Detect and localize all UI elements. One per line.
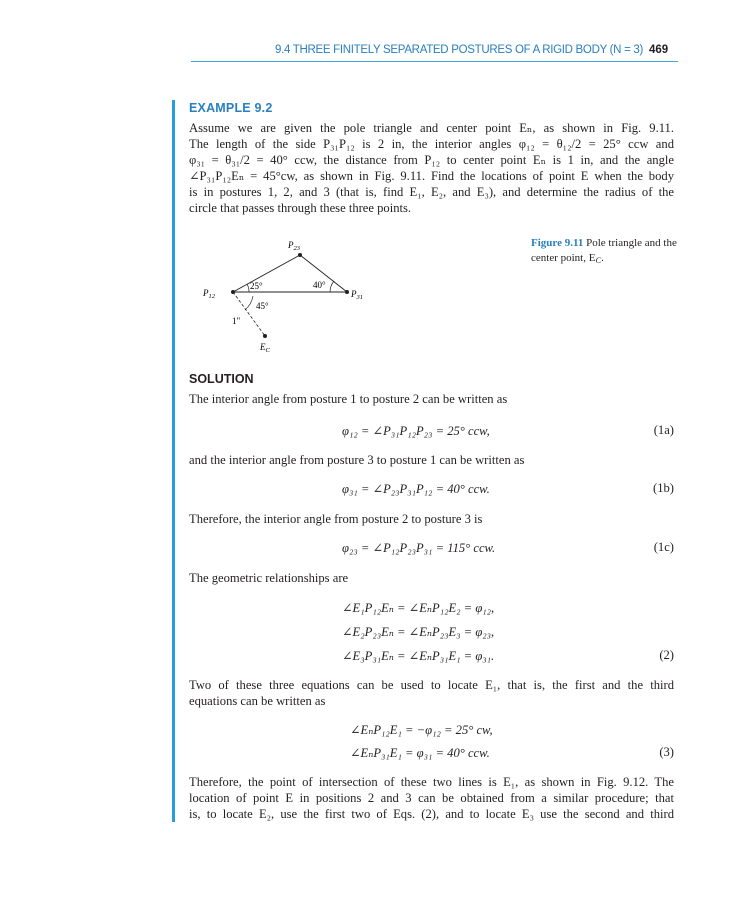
equation-number-1a: (1a) (653, 423, 674, 437)
figure-caption: Figure 9.11 Pole triangle and the center point, $E_C$. (531, 237, 677, 265)
label-angle-45: 45° (256, 301, 269, 311)
intro-line: Assume we are given the pole triangle and center point Eₙ, as shown in Fig. 9.11. (189, 121, 674, 135)
equation-2-line: ∠E₂P₂₃Eₙ = ∠EₙP₂₃E₃ = φ₂₃, (342, 625, 495, 639)
intro-line: φ₃₁ = θ₃₁/2 = 40° ccw, the distance from P₁₂ to center point Eₙ is 1 in, and the angle (189, 153, 674, 167)
example-side-bar (172, 100, 175, 822)
intro-line: ∠P₃₁P₁₂Eₙ = 45°cw, as shown in Fig. 9.11. Find the locations of point E when the body (189, 169, 674, 183)
point-p12 (231, 290, 235, 294)
intro-line: is in postures 1, 2, and 3 (that is, find E₁, E₂, and E₃), and determine the radius of the (189, 185, 674, 199)
example-title: EXAMPLE 9.2 (189, 101, 273, 115)
label-p12: $P_{12}$ (203, 288, 215, 300)
label-p23: $P_{23}$ (288, 240, 300, 252)
page-number: 469 (649, 44, 669, 56)
label-angle-40: 40° (313, 280, 326, 290)
equation-1c: φ₂₃ = ∠P₁₂P₂₃P₃₁ = 115° ccw. (342, 541, 496, 555)
figure-label: Figure 9.11 (531, 237, 584, 249)
solution-text-6: Therefore, the point of intersection of these two lines is E₁, as shown in Fig. 9.12. The location of point E in positions 2 and 3 can be obtained from a similar procedure; that is, to locate E₂, use the first two of Eqs. (2), and to locate E₃ use the second and third (189, 775, 674, 821)
solution-text-4: The geometric relationships are (189, 571, 349, 585)
label-p31: $P_{31}$ (351, 289, 363, 301)
pole-triangle-figure (195, 236, 385, 356)
point-p23 (298, 253, 302, 257)
solution-text-3: Therefore, the interior angle from posture 2 to posture 3 is (189, 512, 483, 526)
label-one-inch: 1" (232, 316, 241, 326)
equation-2-line: ∠E₁P₁₂Eₙ = ∠EₙP₁₂E₂ = φ₁₂, (342, 601, 495, 615)
header-rule (191, 61, 678, 62)
running-header (0, 0, 737, 62)
solution-text-5: Two of these three equations can be used to locate E₁, that is, the first and the third equations can be written as (189, 678, 674, 708)
intro-line: The length of the side P₃₁P₁₂ is 2 in, the interior angles φ₁₂ = θ₁₂/2 = 25° ccw and (189, 137, 674, 151)
figure-caption-text: Pole triangle and the center point, E (531, 237, 677, 264)
equation-number-1b: (1b) (653, 481, 674, 495)
solution-text-2: and the interior angle from posture 3 to posture 1 can be written as (189, 453, 525, 467)
equation-number-2: (2) (659, 648, 674, 662)
solution-title: SOLUTION (189, 372, 254, 386)
pole-triangle-diagram (195, 236, 385, 356)
equation-3-line: ∠EₙP₁₂E₁ = −φ₁₂ = 25° cw, (350, 723, 493, 737)
equation-2-line: ∠E₃P₃₁Eₙ = ∠EₙP₃₁E₁ = φ₃₁. (342, 649, 495, 663)
example-intro (189, 120, 674, 216)
intro-line: circle that passes through these three points. (189, 201, 412, 215)
arc-45 (245, 296, 253, 310)
edge-p12-ec (233, 292, 265, 336)
equation-3-line: ∠EₙP₃₁E₁ = φ₃₁ = 40° ccw. (350, 746, 490, 760)
equation-1a: φ₁₂ = ∠P₃₁P₁₂P₂₃ = 25° ccw, (342, 424, 490, 438)
arc-25 (247, 284, 249, 292)
section-title: 9.4 THREE FINITELY SEPARATED POSTURES OF A RIGID BODY (N = 3) (275, 44, 644, 56)
point-ec (263, 334, 267, 338)
equation-1b: φ₃₁ = ∠P₂₃P₃₁P₁₂ = 40° ccw. (342, 482, 490, 496)
arc-40 (330, 281, 334, 292)
edge-p12-p23 (233, 255, 300, 292)
point-p31 (345, 290, 349, 294)
label-ec: $E_C$ (260, 342, 270, 354)
equation-number-3: (3) (659, 745, 674, 759)
solution-text-1: The interior angle from posture 1 to posture 2 can be written as (189, 392, 508, 406)
equation-number-1c: (1c) (653, 540, 674, 554)
label-angle-25: 25° (250, 281, 263, 291)
